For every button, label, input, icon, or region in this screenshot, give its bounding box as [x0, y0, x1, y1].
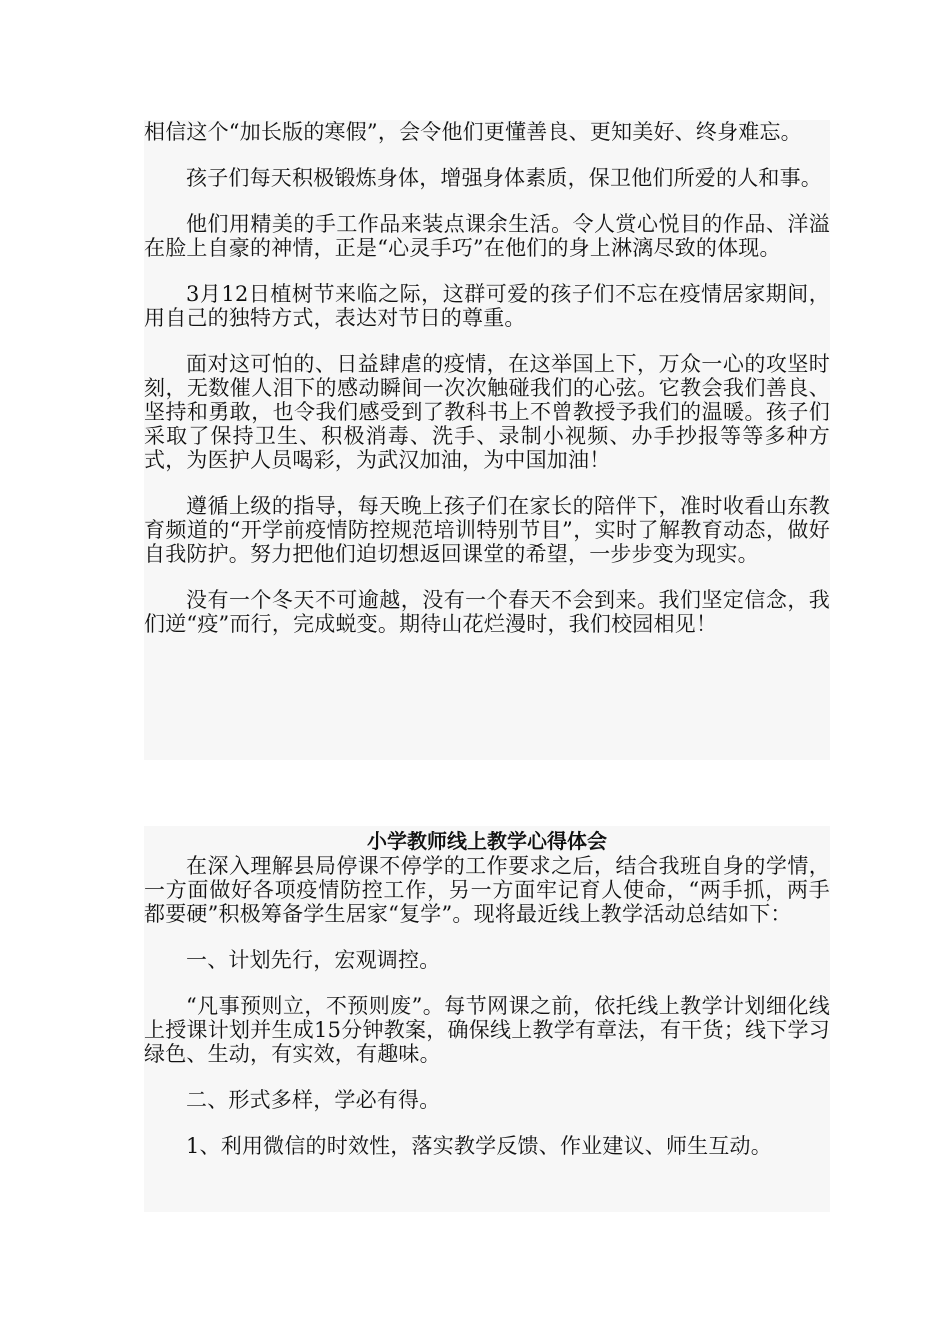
paragraph-gap — [144, 1112, 830, 1134]
section-1-text-block — [144, 120, 830, 760]
paragraph-7: 没有一个冬天不可逾越，没有一个春天不会到来。我们坚定信念，我们逆“疫”而行，完成蜕变。期待山花烂漫时，我们校园相见！ — [144, 588, 830, 636]
paragraph-5: 面对这可怕的、日益肆虐的疫情，在这举国上下，万众一心的攻坚时刻，无数催人泪下的感动瞬间一次次触碰我们的心弦。它教会我们善良、坚持和勇敢，也令我们感受到了教科书上不曾教授予我们的温暖。孩子们采取了保持卫生、积极消毒、洗手、录制小视频、办手抄报等等多种方式，为医护人员喝彩，为武汉加油，为中国加油！ — [144, 352, 830, 472]
article-title: 小学教师线上教学心得体会 — [367, 829, 607, 853]
paragraph-4: 3月12日植树节来临之际，这群可爱的孩子们不忘在疫情居家期间，用自己的独特方式，表达对节日的尊重。 — [144, 282, 830, 330]
paragraph-gap — [144, 144, 830, 166]
section-2-text-block — [144, 826, 830, 1212]
paragraph-1: 相信这个“加长版的寒假”，会令他们更懂善良、更知美好、终身难忘。 — [144, 120, 802, 144]
paragraph-6: 遵循上级的指导，每天晚上孩子们在家长的陪伴下，准时收看山东教育频道的“开学前疫情防控规范培训特别节目”，实时了解教育动态，做好自我防护。努力把他们迫切想返回课堂的希望，一步步变为现实。 — [144, 494, 830, 566]
paragraph-gap — [144, 1066, 830, 1088]
paragraph-10: “凡事预则立，不预则废”。每节网课之前，依托线上教学计划细化线上授课计划并生成15分钟教案，确保线上教学有章法，有干货；线下学习绿色、生动，有实效，有趣味。 — [144, 994, 830, 1066]
paragraph-gap — [144, 260, 830, 282]
paragraph-gap — [144, 972, 830, 994]
paragraph-gap — [144, 926, 830, 948]
paragraph-gap — [144, 190, 830, 212]
paragraph-9: 一、计划先行，宏观调控。 — [186, 948, 441, 972]
paragraph-11: 二、形式多样，学必有得。 — [186, 1088, 441, 1112]
paragraph-2: 孩子们每天积极锻炼身体，增强身体素质，保卫他们所爱的人和事。 — [186, 166, 822, 190]
paragraph-8: 在深入理解县局停课不停学的工作要求之后，结合我班自身的学情，一方面做好各项疫情防控工作，另一方面牢记育人使命，“两手抓，两手都要硬”积极筹备学生居家“复学”。现将最近线上教学活动总结如下： — [144, 854, 830, 926]
paragraph-gap — [144, 472, 830, 494]
paragraph-gap — [144, 330, 830, 352]
paragraph-3: 他们用精美的手工作品来装点课余生活。令人赏心悦目的作品、洋溢在脸上自豪的神情，正是“心灵手巧”在他们的身上淋漓尽致的体现。 — [144, 212, 830, 260]
paragraph-12: 1、利用微信的时效性，落实教学反馈、作业建议、师生互动。 — [186, 1134, 772, 1158]
paragraph-gap — [144, 566, 830, 588]
